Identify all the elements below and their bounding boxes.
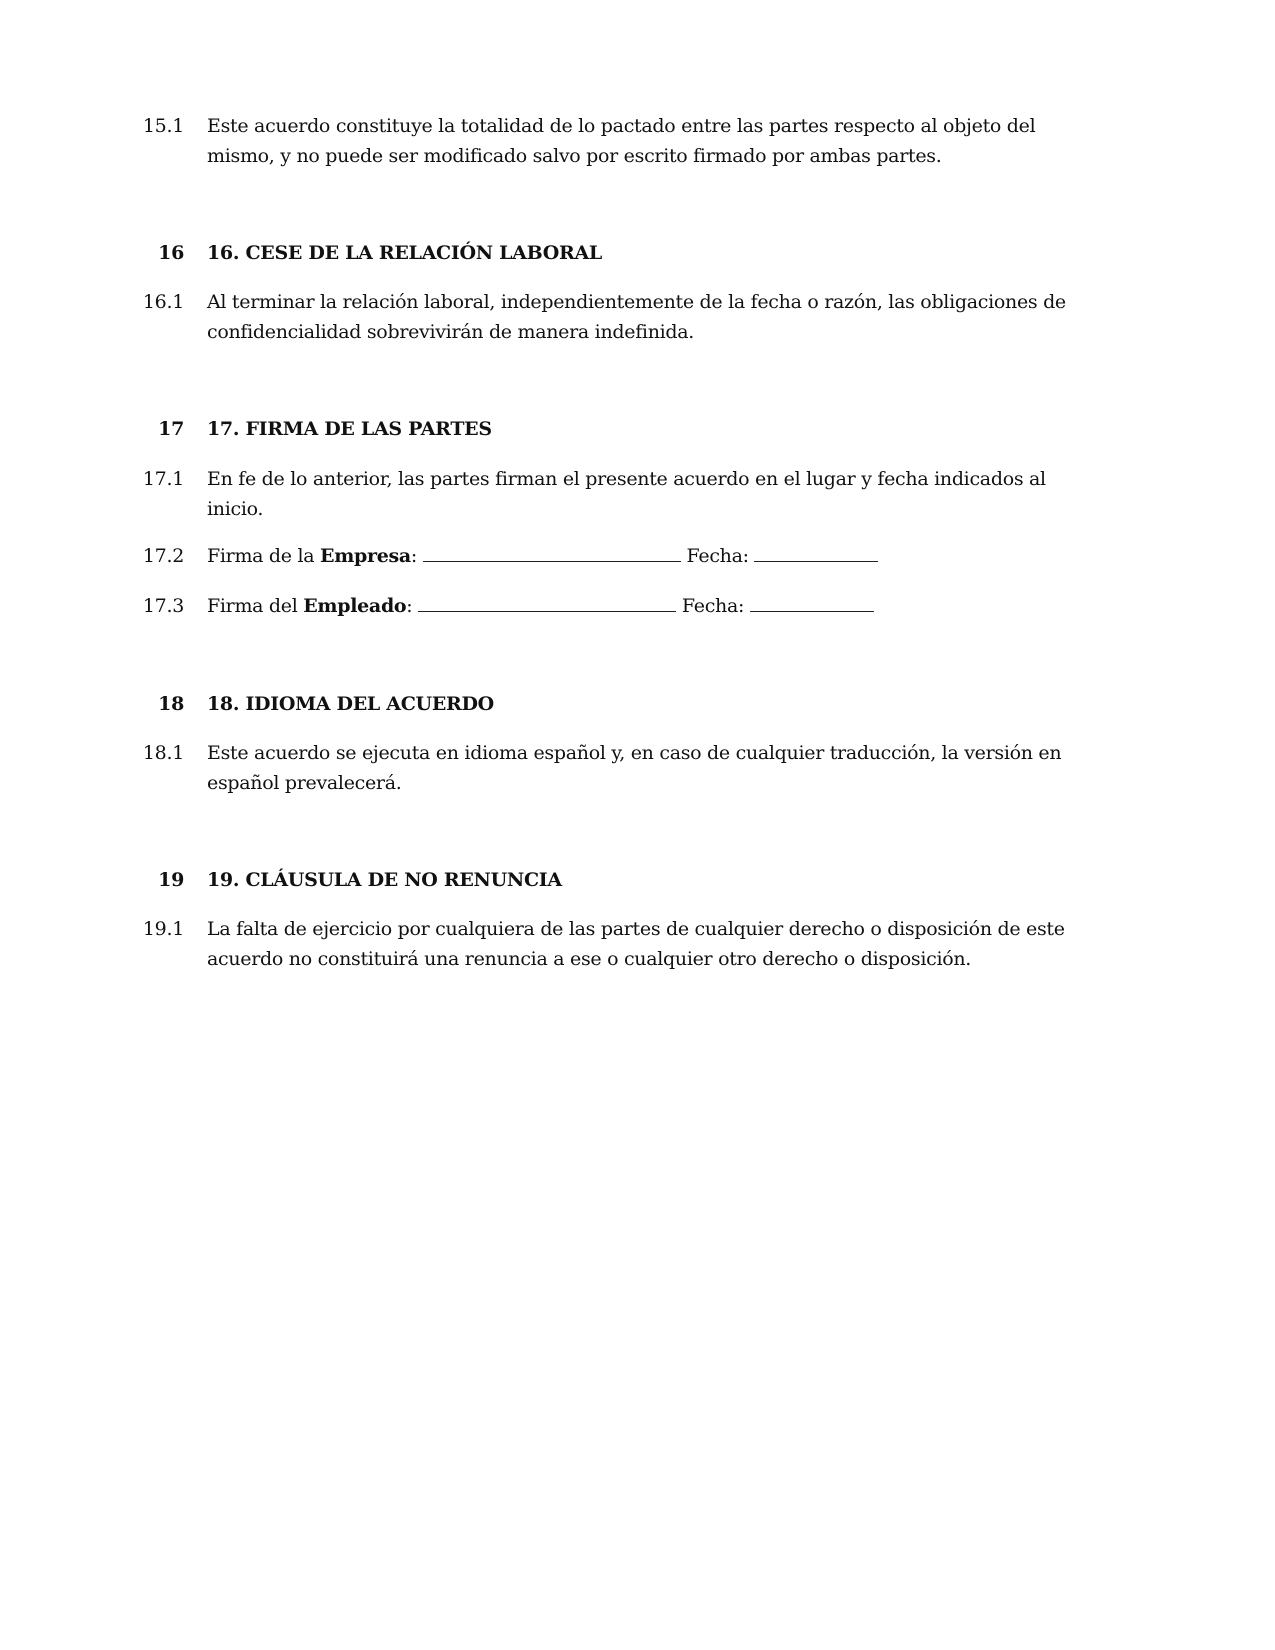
employee-date-field[interactable] (750, 593, 874, 612)
company-date-field[interactable] (754, 543, 878, 562)
section-title: 17. FIRMA DE LAS PARTES (207, 418, 492, 440)
section-title: 16. CESE DE LA RELACIÓN LABORAL (207, 242, 602, 264)
clause-text: Este acuerdo constituye la totalidad de lo pactado entre las partes respecto al objeto del mismo, y no puede ser modificado salvo por escrito firmado por ambas partes. (207, 115, 1036, 167)
clause-number: 15.1 (142, 115, 184, 137)
clause-number: 17.3 (142, 595, 184, 617)
clause-text: En fe de lo anterior, las partes firman el presente acuerdo en el lugar y fecha indicados al inicio. (207, 468, 1046, 520)
company-signature-field[interactable] (423, 543, 681, 562)
clause-number: 18.1 (142, 742, 184, 764)
clause-text: La falta de ejercicio por cualquiera de las partes de cualquier derecho o disposición de este acuerdo no constituirá una renuncia a ese o cualquier otro derecho o disposición. (207, 918, 1065, 970)
clause-number: 17.1 (142, 468, 184, 490)
clause-number: 19.1 (142, 918, 184, 940)
clause-number: 16.1 (142, 291, 184, 313)
section-title: 19. CLÁUSULA DE NO RENUNCIA (207, 869, 562, 891)
clause-text: Al terminar la relación laboral, independientemente de la fecha o razón, las obligaciones de confidencialidad sobrevivirán de manera indefinida. (207, 291, 1066, 343)
party-name: Empleado (303, 595, 407, 617)
clause-text: Este acuerdo se ejecuta en idioma español y, en caso de cualquier traducción, la versión en español prevalecerá. (207, 742, 1062, 794)
date-label: Fecha: (681, 595, 745, 617)
signature-line (207, 541, 1107, 571)
signature-line (207, 591, 1107, 621)
date-label: Fecha: (686, 545, 749, 567)
section-number: 16 (158, 242, 184, 264)
section-number: 18 (158, 693, 184, 715)
signature-prefix: Firma del (207, 595, 304, 617)
colon: : (406, 595, 413, 617)
section-number: 17 (158, 418, 184, 440)
section-number: 19 (158, 869, 184, 891)
party-name: Empresa (320, 545, 411, 567)
section-title: 18. IDIOMA DEL ACUERDO (207, 693, 494, 715)
clause-number: 17.2 (142, 545, 184, 567)
signature-prefix: Firma de la (207, 545, 321, 567)
employee-signature-field[interactable] (418, 593, 676, 612)
colon: : (410, 545, 418, 567)
